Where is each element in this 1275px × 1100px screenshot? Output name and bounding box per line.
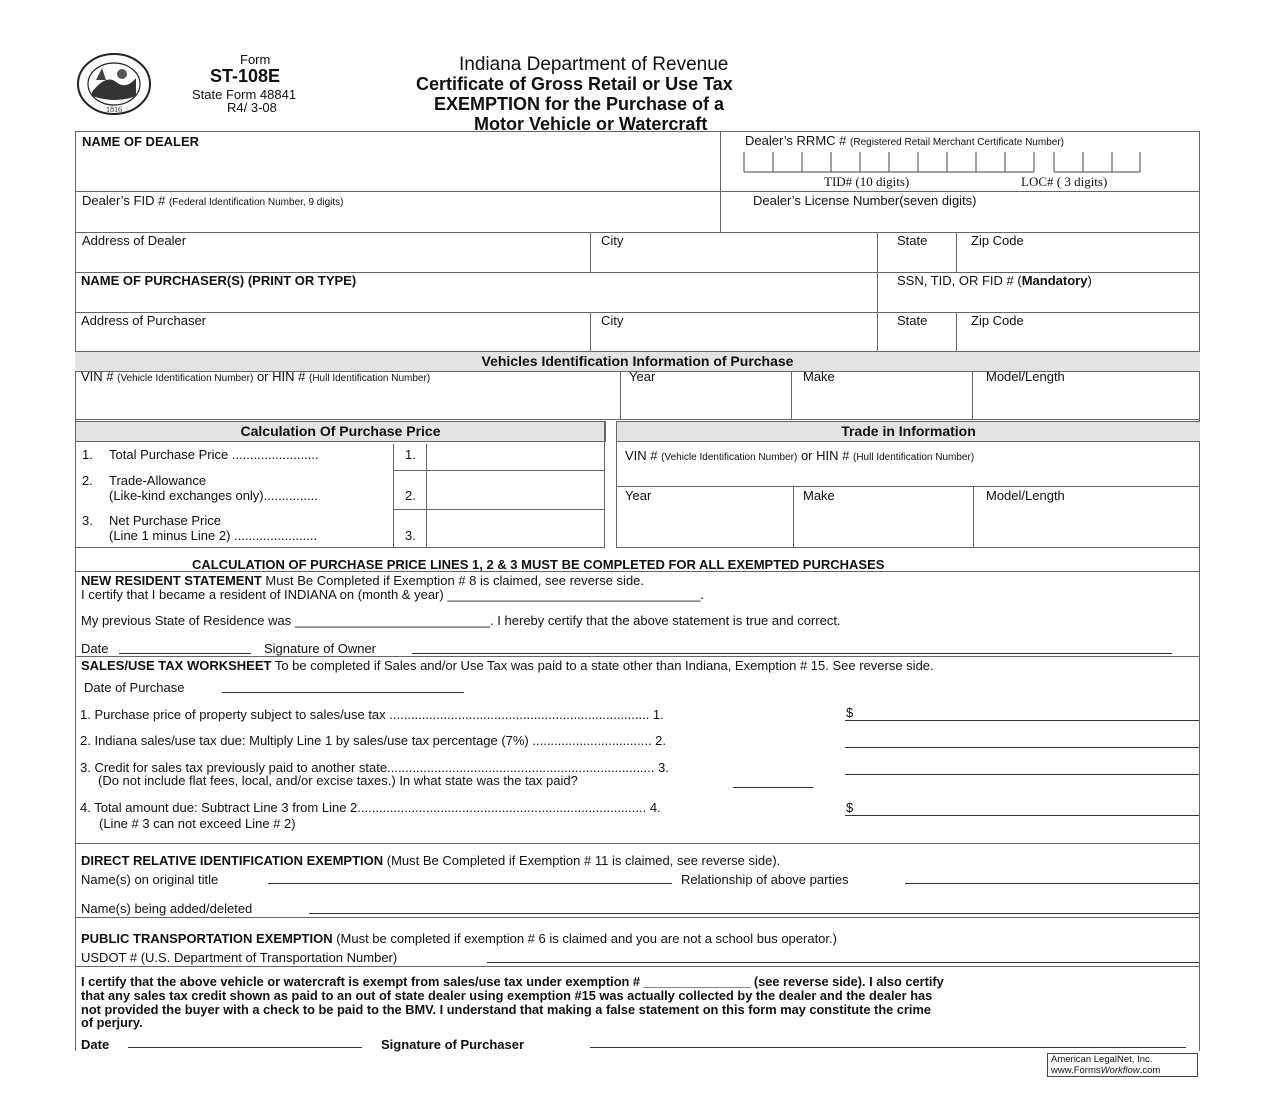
trade-vin-or: or bbox=[800, 448, 813, 463]
new-resident-date-label: Date bbox=[81, 641, 109, 656]
vin-or: or bbox=[256, 369, 269, 384]
dealer-fid-field[interactable] bbox=[76, 209, 720, 231]
url-suffix: .com bbox=[1139, 1065, 1161, 1076]
purchaser-zip-field[interactable] bbox=[957, 329, 1199, 351]
revision-date: R4/ 3-08 bbox=[227, 100, 277, 115]
rrmc-digit-boxes[interactable] bbox=[742, 150, 1142, 174]
worksheet-heading bbox=[81, 658, 934, 673]
form-label: Form bbox=[240, 52, 271, 67]
dealer-rrmc-label bbox=[745, 133, 1064, 148]
purchaser-city-field[interactable] bbox=[591, 329, 876, 351]
certification-line3: not provided the buyer with a check to be paid to the BMV. I understand that making a false statement on this form may constitute the crime bbox=[81, 1002, 931, 1017]
publisher-url[interactable] bbox=[1051, 1065, 1197, 1076]
worksheet-heading-bold: SALES/USE TAX WORKSHEET bbox=[81, 658, 272, 673]
dealer-name-label: NAME OF DEALER bbox=[82, 134, 199, 149]
divider bbox=[616, 486, 1200, 487]
new-resident-certify: I certify that I became a resident of INDIANA on (month & year) ___________________________________. bbox=[81, 587, 704, 602]
divider bbox=[75, 917, 1200, 918]
ssn-label-text: SSN, TID, OR FID # ( bbox=[897, 273, 1022, 288]
trade-make-field[interactable] bbox=[794, 504, 972, 546]
certification-date-label: Date bbox=[81, 1037, 110, 1052]
calc-line1-label: Total Purchase Price ........................ bbox=[109, 447, 319, 462]
calc-line3-box: 3. bbox=[405, 528, 416, 543]
publisher-box bbox=[1047, 1053, 1198, 1077]
certification-line4: of perjury. bbox=[81, 1015, 143, 1030]
relative-relationship-label: Relationship of above parties bbox=[681, 872, 849, 887]
relative-relationship-field[interactable] bbox=[905, 883, 1199, 884]
url-prefix: www.Forms bbox=[1051, 1065, 1101, 1076]
worksheet-line2-field[interactable] bbox=[845, 747, 1199, 748]
trade-year-field[interactable] bbox=[617, 504, 792, 546]
divider bbox=[604, 421, 605, 547]
dealer-license-field[interactable] bbox=[721, 209, 1199, 231]
divider bbox=[75, 232, 1200, 233]
trade-make-label: Make bbox=[803, 488, 835, 503]
agency-name: Indiana Department of Revenue bbox=[459, 54, 729, 75]
dealer-zip-field[interactable] bbox=[957, 249, 1199, 271]
certification-line1: I certify that the above vehicle or watercraft is exempt from sales/use tax under exemption # _______________ (see reverse side). I also certify bbox=[81, 974, 944, 989]
calc-line1-field[interactable] bbox=[427, 445, 604, 469]
vehicle-model-label: Model/Length bbox=[986, 369, 1065, 384]
divider bbox=[75, 312, 1200, 313]
frame-top bbox=[75, 131, 1200, 132]
calc-line3-label-b: (Line 1 minus Line 2) ....................... bbox=[109, 528, 318, 543]
dealer-name-field[interactable] bbox=[76, 150, 720, 190]
new-resident-heading bbox=[81, 573, 644, 588]
vin-label-text: VIN # bbox=[81, 369, 114, 384]
new-resident-heading-bold: NEW RESIDENT STATEMENT bbox=[81, 573, 262, 588]
worksheet-line4: 4. Total amount due: Subtract Line 3 from Line 2................................................................................ 4. bbox=[80, 800, 661, 815]
certification-signature-label: Signature of Purchaser bbox=[381, 1037, 525, 1052]
certification-signature-field[interactable] bbox=[590, 1047, 1186, 1048]
dealer-address-field[interactable] bbox=[76, 249, 589, 271]
trade-model-label: Model/Length bbox=[986, 488, 1065, 503]
dealer-city-label: City bbox=[601, 233, 624, 248]
purchaser-ssn-label bbox=[897, 273, 1092, 288]
purchaser-name-label: NAME OF PURCHASER(S) (PRINT OR TYPE) bbox=[81, 273, 357, 288]
form-title-line3: Motor Vehicle or Watercraft bbox=[474, 114, 708, 134]
vehicle-vin-label bbox=[81, 369, 430, 384]
calc-line3-field[interactable] bbox=[427, 510, 604, 546]
calc-line2-label-b: (Like-kind exchanges only)............... bbox=[109, 488, 318, 503]
rrmc-boxes-svg bbox=[742, 150, 1142, 174]
worksheet-date-label: Date of Purchase bbox=[84, 680, 185, 695]
worksheet-line1-field[interactable] bbox=[845, 720, 1199, 721]
ssn-close: ) bbox=[1087, 273, 1092, 288]
divider bbox=[75, 843, 1200, 844]
worksheet-line3: 3. Credit for sales tax previously paid to another state.......................................................................... 3. bbox=[80, 760, 669, 775]
vehicle-section-title: Vehicles Identification Information of Purchase bbox=[75, 351, 1200, 372]
trade-vin-label bbox=[625, 448, 974, 463]
fid-label-text: Dealer’s FID # bbox=[82, 193, 166, 208]
relative-original-title-label: Name(s) on original title bbox=[81, 872, 219, 887]
calc-line2-field[interactable] bbox=[427, 471, 604, 508]
usdot-label: USDOT # (U.S. Department of Transportation Number) bbox=[81, 950, 398, 965]
calculation-title: Calculation Of Purchase Price bbox=[75, 421, 606, 442]
trade-in-title: Trade in Information bbox=[616, 421, 1200, 442]
purchaser-state-field[interactable] bbox=[878, 329, 955, 351]
worksheet-line1: 1. Purchase price of property subject to sales/use tax ........................................................................ 1. bbox=[80, 707, 664, 722]
calc-line1-num: 1. bbox=[82, 447, 93, 462]
trade-hin-label-text: HIN # bbox=[816, 448, 850, 463]
new-resident-heading-rest: Must Be Completed if Exemption # 8 is claimed, see reverse side. bbox=[261, 573, 645, 588]
dealer-city-field[interactable] bbox=[591, 249, 876, 271]
worksheet-line1-dollar: $ bbox=[846, 705, 854, 720]
purchaser-city-label: City bbox=[601, 313, 624, 328]
public-transport-heading-bold: PUBLIC TRANSPORTATION EXEMPTION bbox=[81, 931, 333, 946]
relative-heading-rest: (Must Be Completed if Exemption # 11 is claimed, see reverse side). bbox=[383, 853, 781, 868]
divider bbox=[75, 547, 605, 548]
worksheet-line4-sub: (Line # 3 can not exceed Line # 2) bbox=[99, 816, 296, 831]
form-number: ST-108E bbox=[210, 66, 281, 86]
frame-right bbox=[1199, 131, 1200, 1051]
vehicle-year-field[interactable] bbox=[621, 386, 790, 418]
rrmc-label-text: Dealer’s RRMC # bbox=[745, 133, 847, 148]
divider bbox=[75, 656, 1200, 657]
vin-note: (Vehicle Identification Number) bbox=[117, 373, 254, 384]
hin-note: (Hull Identification Number) bbox=[309, 373, 431, 384]
public-transport-heading bbox=[81, 931, 837, 946]
dealer-address-label: Address of Dealer bbox=[82, 233, 187, 248]
calc-line3-label-a: Net Purchase Price bbox=[109, 513, 221, 528]
state-form-number: State Form 48841 bbox=[192, 87, 297, 102]
purchaser-ssn-field[interactable] bbox=[878, 289, 1199, 311]
tid-label: TID# (10 digits) bbox=[824, 174, 910, 189]
trade-year-label: Year bbox=[625, 488, 652, 503]
publisher-name: American LegalNet, Inc. bbox=[1051, 1054, 1153, 1065]
form-title-line1: Certificate of Gross Retail or Use Tax bbox=[416, 74, 733, 94]
certification-line2: that any sales tax credit shown as paid to an out of state dealer using exemption #15 was actually collected by the dealer and the dealer has bbox=[81, 988, 933, 1003]
relative-original-title-field[interactable] bbox=[268, 883, 672, 884]
purchaser-zip-label: Zip Code bbox=[971, 313, 1024, 328]
trade-hin-note: (Hull Identification Number) bbox=[853, 452, 975, 463]
new-resident-date-field[interactable] bbox=[119, 653, 251, 654]
trade-vin-field[interactable] bbox=[617, 464, 1199, 485]
vehicle-make-field[interactable] bbox=[792, 386, 971, 418]
new-resident-signature-label: Signature of Owner bbox=[264, 641, 377, 656]
worksheet-date-field[interactable] bbox=[222, 692, 464, 693]
dealer-state-label: State bbox=[897, 233, 928, 248]
calc-line3-num: 3. bbox=[82, 513, 93, 528]
dealer-state-field[interactable] bbox=[878, 249, 955, 271]
calculation-notice: CALCULATION OF PURCHASE PRICE LINES 1, 2 & 3 MUST BE COMPLETED FOR ALL EXEMPTED PURCHASES bbox=[192, 557, 885, 572]
loc-label: LOC# ( 3 digits) bbox=[1021, 174, 1108, 189]
divider bbox=[75, 191, 1200, 192]
seal-year: 1816 bbox=[106, 105, 122, 114]
worksheet-tax-state-field[interactable] bbox=[733, 787, 813, 788]
relative-added-deleted-label: Name(s) being added/deleted bbox=[81, 901, 253, 916]
divider bbox=[616, 547, 1200, 548]
vehicle-model-field[interactable] bbox=[973, 386, 1199, 418]
worksheet-line4-field[interactable] bbox=[845, 815, 1199, 816]
calc-line1-box: 1. bbox=[405, 447, 416, 462]
divider bbox=[75, 419, 1200, 420]
trade-vin-note: (Vehicle Identification Number) bbox=[661, 452, 798, 463]
purchaser-address-field[interactable] bbox=[76, 329, 589, 351]
relative-heading bbox=[81, 853, 780, 868]
usdot-field[interactable] bbox=[487, 962, 1199, 963]
trade-vin-label-text: VIN # bbox=[625, 448, 658, 463]
vehicle-year-label: Year bbox=[629, 369, 656, 384]
purchaser-name-field[interactable] bbox=[76, 289, 876, 311]
dealer-license-label: Dealer’s License Number(seven digits) bbox=[753, 193, 977, 208]
divider bbox=[393, 444, 394, 547]
worksheet-heading-rest: To be completed if Sales and/or Use Tax was paid to a state other than Indiana, Exemption # 15. See reverse side. bbox=[271, 658, 934, 673]
worksheet-line3-sub: (Do not include flat fees, local, and/or excise taxes.) In what state was the tax paid? bbox=[98, 773, 578, 788]
dealer-zip-label: Zip Code bbox=[971, 233, 1024, 248]
purchaser-address-label: Address of Purchaser bbox=[81, 313, 207, 328]
worksheet-line4-dollar: $ bbox=[846, 800, 854, 815]
ssn-mandatory: Mandatory bbox=[1021, 273, 1088, 288]
form-title-line2: EXEMPTION for the Purchase of a bbox=[434, 94, 725, 114]
fid-note: (Federal Identification Number, 9 digits) bbox=[168, 197, 344, 208]
new-resident-signature-field[interactable] bbox=[412, 653, 1172, 654]
rrmc-note: (Registered Retail Merchant Certificate Number) bbox=[850, 137, 1064, 148]
divider bbox=[75, 571, 1200, 572]
trade-model-field[interactable] bbox=[974, 504, 1199, 546]
vehicle-make-label: Make bbox=[803, 369, 835, 384]
state-seal-logo bbox=[76, 52, 152, 116]
new-resident-previous-state: My previous State of Residence was ___________________________. I hereby certify that the above statement is true and correct. bbox=[81, 613, 841, 628]
certification-date-field[interactable] bbox=[128, 1047, 362, 1048]
public-transport-heading-rest: (Must be completed if exemption # 6 is claimed and you are not a school bus operator.) bbox=[332, 931, 837, 946]
calc-line2-label-a: Trade-Allowance bbox=[109, 473, 207, 488]
hin-label-text: HIN # bbox=[272, 369, 306, 384]
purchaser-state-label: State bbox=[897, 313, 928, 328]
calc-line2-box: 2. bbox=[405, 488, 416, 503]
worksheet-line2: 2. Indiana sales/use tax due: Multiply Line 1 by sales/use tax percentage (7%) ................................. 2. bbox=[80, 733, 667, 748]
relative-heading-bold: DIRECT RELATIVE IDENTIFICATION EXEMPTION bbox=[81, 853, 384, 868]
worksheet-line3-field[interactable] bbox=[845, 774, 1199, 775]
relative-added-deleted-field[interactable] bbox=[309, 913, 1199, 914]
calc-line2-num: 2. bbox=[82, 473, 93, 488]
url-italic: Workflow bbox=[1100, 1065, 1140, 1076]
divider bbox=[75, 966, 1200, 967]
vehicle-vin-field[interactable] bbox=[76, 386, 619, 418]
dealer-fid-label bbox=[82, 193, 343, 208]
